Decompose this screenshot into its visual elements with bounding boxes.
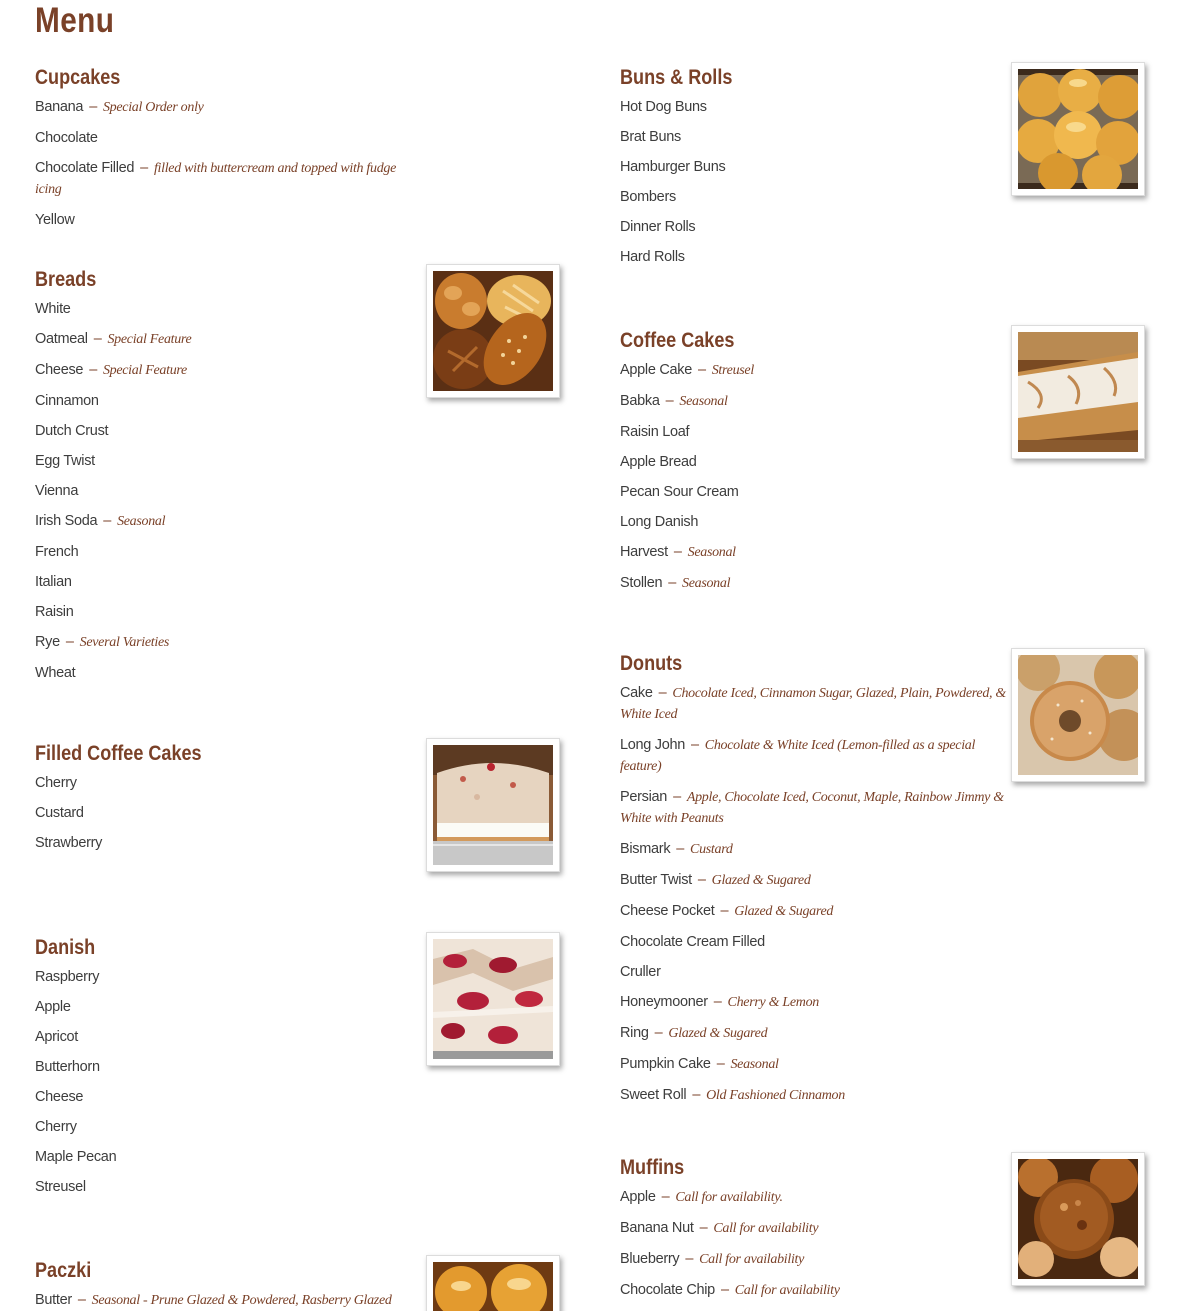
menu-item	[620, 507, 1010, 537]
menu-item	[620, 152, 1010, 182]
menu-item	[620, 1244, 1010, 1275]
item-name: Apple Bread	[620, 454, 697, 470]
item-note: Seasonal	[682, 576, 731, 591]
item-separator: –	[103, 513, 112, 529]
item-name: Apple	[35, 999, 71, 1015]
item-separator: –	[691, 737, 699, 753]
item-name: Raisin	[35, 604, 74, 620]
menu-item	[620, 92, 1010, 122]
menu-item	[35, 567, 425, 597]
menu-item	[35, 153, 425, 205]
menu-item	[35, 324, 425, 355]
item-name: Hot Dog Buns	[620, 99, 707, 115]
menu-item	[620, 987, 1010, 1018]
section-filled-coffee-cakes	[35, 740, 560, 858]
section-title: Coffee Cakes	[620, 329, 735, 352]
menu-item	[620, 477, 1010, 507]
item-note: Chocolate Iced, Cinnamon Sugar, Glazed, Plain, Powdered, & White Iced	[620, 686, 1007, 722]
item-name: Cruller	[620, 964, 661, 980]
menu-item	[620, 212, 1010, 242]
item-note: Seasonal	[117, 514, 166, 529]
item-name: Long Danish	[620, 514, 699, 530]
section-title: Paczki	[35, 1259, 92, 1282]
section-title: Donuts	[620, 652, 683, 675]
menu-item	[620, 355, 1010, 386]
menu-item	[620, 182, 1010, 212]
item-note: Call for availability.	[675, 1190, 783, 1205]
menu-item	[620, 1018, 1010, 1049]
menu-item	[620, 242, 1010, 272]
menu-item	[35, 506, 425, 537]
menu-item	[620, 834, 1010, 865]
coffee-cakes-photo	[1011, 325, 1145, 459]
muffin-image	[1018, 1159, 1138, 1279]
item-note: Call for availability	[713, 1221, 819, 1236]
item-name: Wheat	[35, 665, 76, 681]
item-name: Cheese	[35, 1089, 84, 1105]
item-note: Chocolate & White Iced (Lemon-filled as a special feature)	[620, 738, 976, 774]
item-separator: –	[697, 362, 706, 378]
item-name: Cheese Pocket	[620, 903, 715, 919]
item-name: Pecan Sour Cream	[620, 484, 739, 500]
item-name: Harvest	[620, 544, 668, 560]
menu-item	[620, 447, 1010, 477]
item-name: Custard	[35, 805, 84, 821]
item-separator: –	[697, 872, 706, 888]
menu-item	[620, 782, 1010, 834]
item-name: Babka	[620, 393, 660, 409]
item-separator: –	[665, 393, 674, 409]
breads-photo	[426, 264, 560, 398]
menu-item	[35, 658, 425, 688]
menu-item	[620, 1213, 1010, 1244]
item-name: Oatmeal	[35, 331, 88, 347]
item-list	[35, 92, 560, 235]
buns-rolls-photo	[1011, 62, 1145, 196]
item-name: Chocolate Chip	[620, 1282, 715, 1298]
item-name: Apple	[620, 1189, 656, 1205]
item-note: Old Fashioned Cinnamon	[706, 1088, 845, 1103]
item-note: Cherry & Lemon	[727, 995, 820, 1010]
item-name: Chocolate Cream Filled	[620, 934, 765, 950]
item-name: Apricot	[35, 1029, 79, 1045]
item-name: Honeymooner	[620, 994, 708, 1010]
section-title: Buns & Rolls	[620, 66, 733, 89]
item-name: Raisin Loaf	[620, 424, 690, 440]
item-separator: –	[692, 1087, 701, 1103]
item-name: Cherry	[35, 775, 77, 791]
menu-item	[35, 1052, 425, 1082]
item-name: Raspberry	[35, 969, 100, 985]
menu-item	[620, 1182, 1010, 1213]
section-title: Breads	[35, 268, 97, 291]
menu-item	[620, 678, 1010, 730]
item-name: Persian	[620, 789, 668, 805]
item-name: Bombers	[620, 189, 676, 205]
filled-coffee-cake-image	[433, 745, 553, 865]
section-paczki	[35, 1257, 560, 1311]
menu-item	[620, 568, 1010, 599]
item-name: White	[35, 301, 71, 317]
item-separator: –	[713, 994, 722, 1010]
menu-item	[35, 1022, 425, 1052]
item-note: filled with buttercream and topped with fudge icing	[35, 161, 397, 197]
item-note: Special Feature	[102, 363, 187, 378]
item-note: Seasonal - Prune Glazed & Powdered, Rasberry Glazed	[91, 1293, 392, 1308]
item-name: Bismark	[620, 841, 671, 857]
menu-item	[35, 1082, 425, 1112]
item-name: Brat Buns	[620, 129, 681, 145]
menu-item	[35, 798, 425, 828]
donut-image	[1018, 655, 1138, 775]
item-separator: –	[658, 685, 667, 701]
bread-image	[433, 271, 553, 391]
item-name: Cherry	[35, 1119, 77, 1135]
item-note: Custard	[690, 842, 733, 857]
item-name: Vienna	[35, 483, 79, 499]
buns-image	[1018, 69, 1138, 189]
item-note: Apple, Chocolate Iced, Coconut, Maple, Rainbow Jimmy & White with Peanuts	[620, 790, 1004, 826]
item-note: Glazed & Sugared	[668, 1026, 768, 1041]
donuts-photo	[1011, 648, 1145, 782]
item-name: Maple Pecan	[35, 1149, 117, 1165]
menu-item	[35, 446, 425, 476]
menu-item	[35, 1285, 425, 1311]
menu-item	[35, 962, 425, 992]
item-name: Rye	[35, 634, 60, 650]
section-cupcakes	[35, 64, 560, 235]
item-note: Glazed & Sugared	[734, 904, 834, 919]
menu-item	[620, 1275, 1010, 1306]
menu-item	[620, 1049, 1010, 1080]
coffee-cake-image	[1018, 332, 1138, 452]
item-note: Special Feature	[107, 332, 192, 347]
menu-item	[35, 355, 425, 386]
item-name: Yellow	[35, 212, 75, 228]
section-breads	[35, 266, 560, 688]
item-name: Hamburger Buns	[620, 159, 726, 175]
item-name: Apple Cake	[620, 362, 692, 378]
menu-item	[620, 122, 1010, 152]
menu-item	[620, 386, 1010, 417]
item-separator: –	[699, 1220, 708, 1236]
section-title: Filled Coffee Cakes	[35, 742, 202, 765]
item-name: Dutch Crust	[35, 423, 109, 439]
menu-item	[620, 417, 1010, 447]
section-title: Danish	[35, 936, 96, 959]
item-separator: –	[716, 1056, 725, 1072]
section-title: Muffins	[620, 1156, 685, 1179]
menu-item	[35, 1172, 425, 1202]
menu-item	[620, 896, 1010, 927]
menu-item	[35, 992, 425, 1022]
item-separator: –	[93, 331, 102, 347]
item-note: Seasonal	[679, 394, 728, 409]
item-name: Irish Soda	[35, 513, 98, 529]
item-note: Several Varieties	[79, 635, 170, 650]
menu-item	[620, 730, 1010, 782]
menu-item	[620, 957, 1010, 987]
item-name: Stollen	[620, 575, 663, 591]
item-name: Strawberry	[35, 835, 103, 851]
menu-item	[35, 386, 425, 416]
menu-item	[620, 537, 1010, 568]
section-donuts	[620, 650, 1145, 1111]
item-name: Chocolate Filled	[35, 160, 135, 176]
item-name: French	[35, 544, 79, 560]
item-note: Streusel	[711, 363, 754, 378]
menu-item	[35, 92, 425, 123]
item-name: Egg Twist	[35, 453, 95, 469]
menu-item	[35, 537, 425, 567]
menu-item	[35, 768, 425, 798]
item-separator: –	[89, 99, 97, 115]
section-buns-rolls	[620, 64, 1145, 272]
page-title: Menu	[35, 1, 115, 40]
item-name: Cake	[620, 685, 653, 701]
item-note: Call for availability	[699, 1252, 805, 1267]
item-note: Glazed & Sugared	[711, 873, 811, 888]
menu-item	[35, 294, 425, 324]
menu-item	[620, 1080, 1010, 1111]
item-name: Banana Nut	[620, 1220, 694, 1236]
item-name: Italian	[35, 574, 72, 590]
menu-item	[35, 416, 425, 446]
item-name: Pumpkin Cake	[620, 1056, 711, 1072]
danish-image	[433, 939, 553, 1059]
item-name: Blueberry	[620, 1251, 680, 1267]
item-name: Sweet Roll	[620, 1087, 687, 1103]
item-name: Banana	[35, 99, 84, 115]
menu-item	[35, 828, 425, 858]
item-separator: –	[685, 1251, 694, 1267]
section-coffee-cakes	[620, 327, 1145, 599]
muffins-photo	[1011, 1152, 1145, 1286]
item-name: Hard Rolls	[620, 249, 685, 265]
menu-item	[35, 627, 425, 658]
item-separator: –	[673, 789, 681, 805]
item-separator: –	[77, 1292, 86, 1308]
item-note: Seasonal	[730, 1057, 779, 1072]
item-separator: –	[654, 1025, 663, 1041]
section-title: Cupcakes	[35, 66, 121, 89]
item-separator: –	[720, 903, 729, 919]
menu-item	[35, 597, 425, 627]
menu-item	[620, 865, 1010, 896]
item-separator: –	[676, 841, 685, 857]
filled-coffee-cakes-photo	[426, 738, 560, 872]
item-separator: –	[140, 160, 148, 176]
section-danish	[35, 934, 560, 1202]
item-separator: –	[89, 362, 97, 378]
menu-item	[35, 476, 425, 506]
item-separator: –	[673, 544, 682, 560]
item-separator: –	[65, 634, 74, 650]
item-name: Chocolate	[35, 130, 98, 146]
item-name: Streusel	[35, 1179, 86, 1195]
item-note: Special Order only	[102, 100, 204, 115]
item-separator: –	[720, 1282, 729, 1298]
item-note: Call for availability	[734, 1283, 840, 1298]
item-name: Ring	[620, 1025, 649, 1041]
item-name: Butter Twist	[620, 872, 692, 888]
section-muffins	[620, 1154, 1145, 1306]
menu-item	[35, 1142, 425, 1172]
paczki-image	[433, 1262, 553, 1311]
item-name: Cinnamon	[35, 393, 99, 409]
paczki-photo	[426, 1255, 560, 1311]
item-name: Dinner Rolls	[620, 219, 696, 235]
danish-photo	[426, 932, 560, 1066]
item-name: Cheese	[35, 362, 84, 378]
menu-item	[35, 205, 425, 235]
menu-item	[35, 123, 425, 153]
item-name: Long John	[620, 737, 686, 753]
menu-item	[620, 927, 1010, 957]
menu-item	[35, 1112, 425, 1142]
item-note: Seasonal	[687, 545, 736, 560]
item-separator: –	[661, 1189, 670, 1205]
item-separator: –	[668, 575, 677, 591]
item-name: Butter	[35, 1292, 72, 1308]
item-name: Butterhorn	[35, 1059, 100, 1075]
